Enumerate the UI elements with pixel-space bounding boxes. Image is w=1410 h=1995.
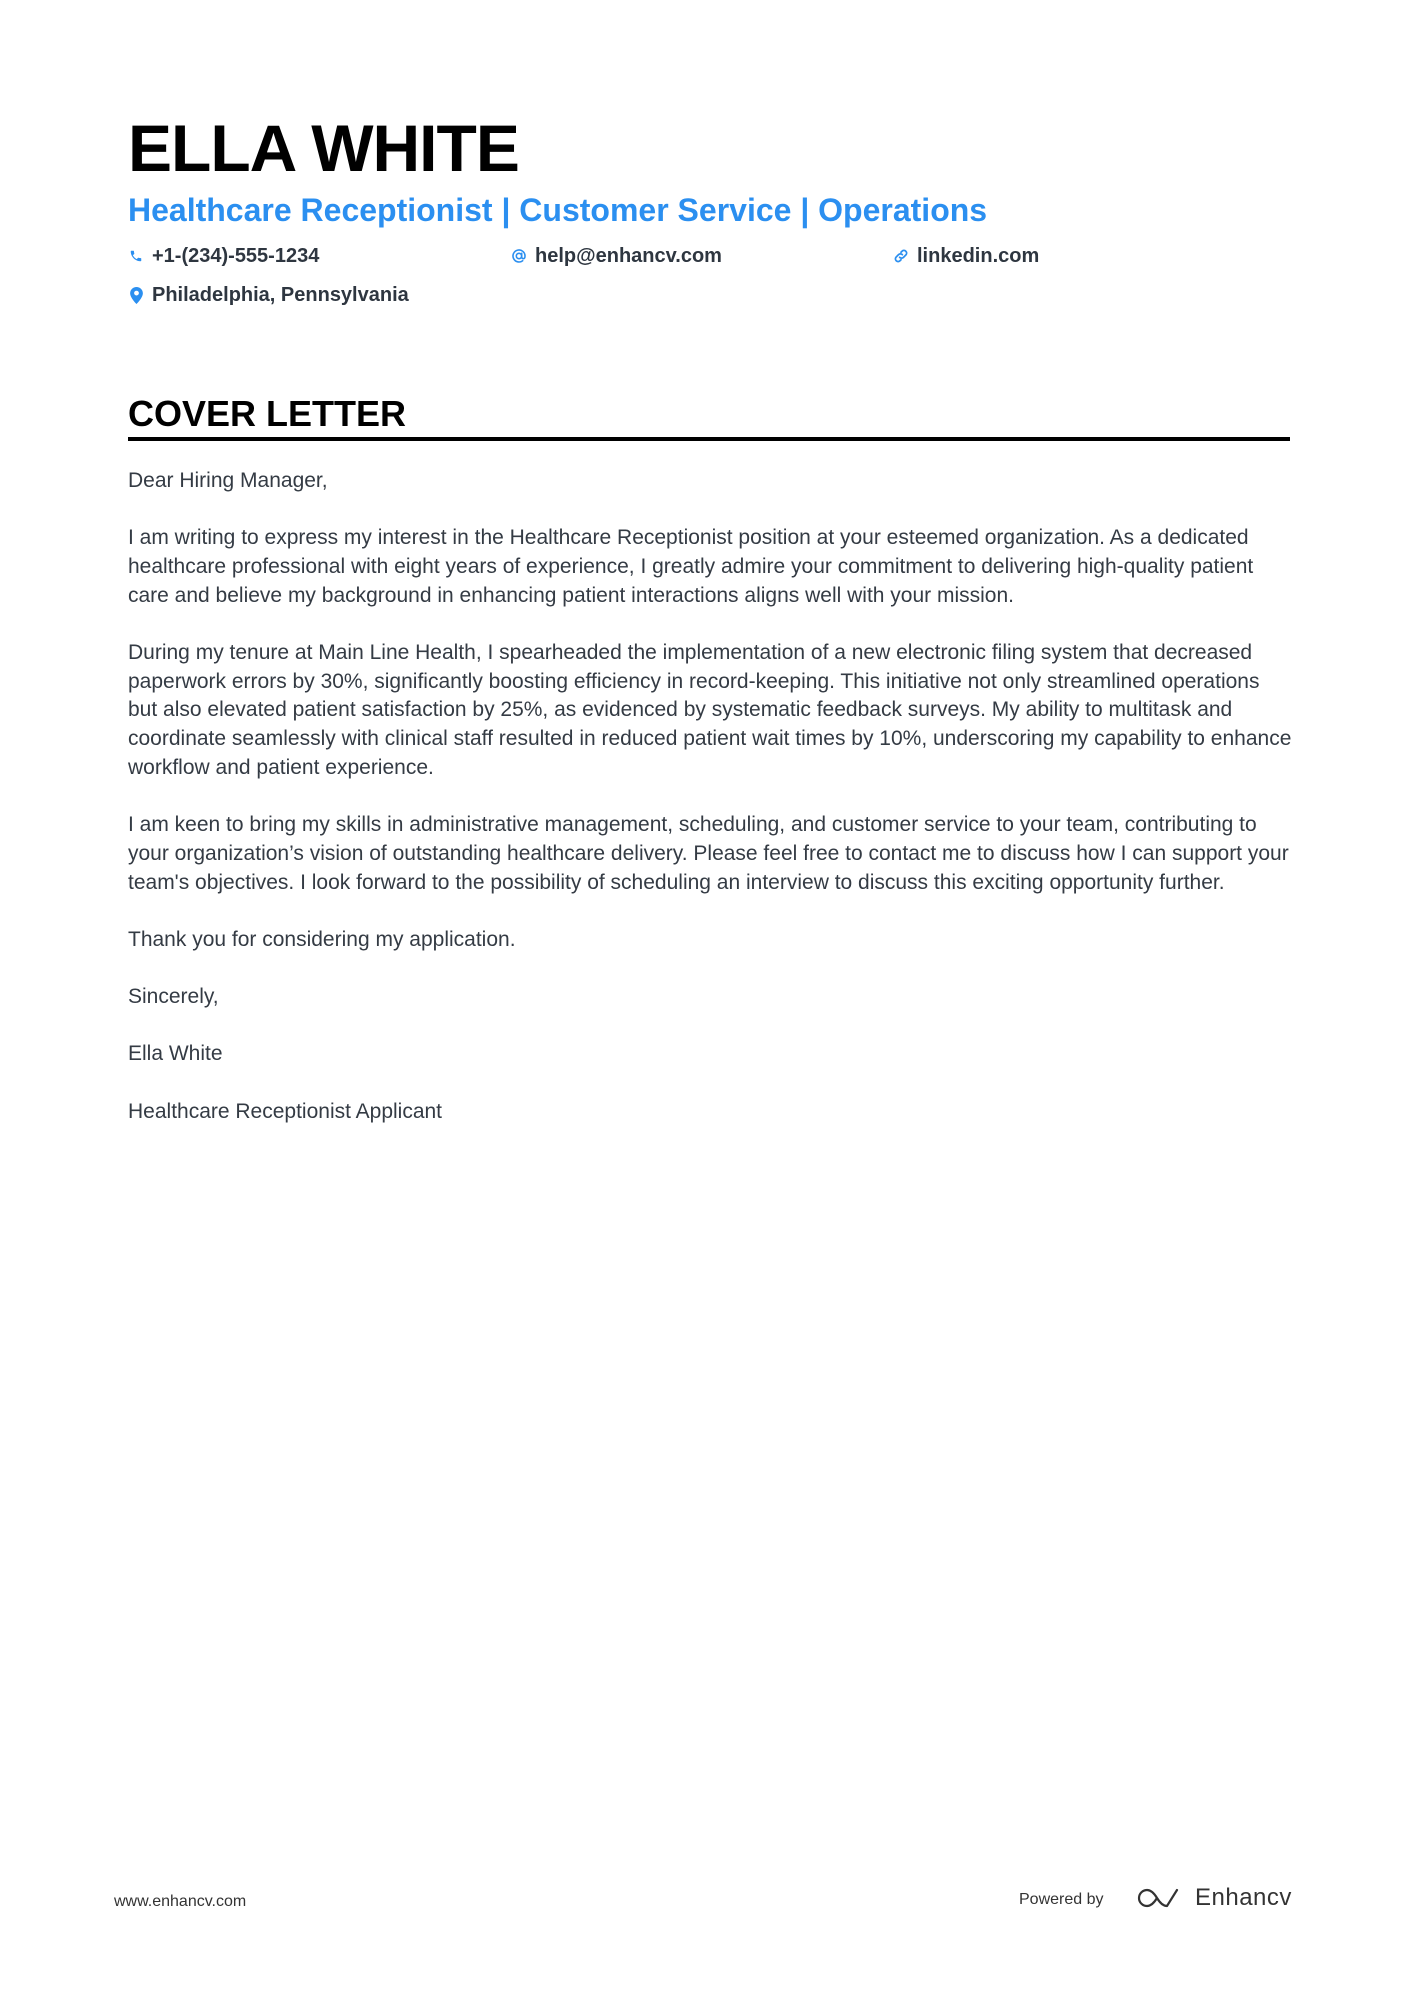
contact-link-text[interactable]: linkedin.com: [917, 245, 1040, 267]
letter-paragraph: I am keen to bring my skills in administrative management, scheduling, and customer service to your team, contributing to your organization’s vision of outstanding healthcare delivery. Please feel free to contact me to discuss how I can support your team's objectives. I look forward to the possibility of scheduling an interview to discuss this exciting opportunity further.: [128, 813, 1289, 894]
contact-location-text: Philadelphia, Pennsylvania: [152, 284, 409, 306]
brand-name: Enhancv: [1195, 1884, 1292, 1911]
contact-link[interactable]: [893, 243, 1039, 269]
phone-icon: [128, 247, 144, 265]
section-divider: [128, 437, 1290, 441]
section-title: COVER LETTER: [128, 393, 407, 434]
contact-email[interactable]: [511, 243, 722, 269]
letter-paragraph: During my tenure at Main Line Health, I spearheaded the implementation of a new electronic filing system that decreased paperwork errors by 30%, significantly boosting efficiency in record-keeping. This initiative not only streamlined operations but also elevated patient satisfaction by 25%, as evidenced by systematic feedback surveys. My ability to multitask and coordinate seamlessly with clinical staff resulted in reduced patient wait times by 10%, underscoring my capability to enhance workflow and patient experience.: [128, 641, 1292, 779]
letter-signature-name: Ella White: [128, 1042, 223, 1066]
at-icon: [511, 247, 527, 265]
powered-by-label: Powered by: [1019, 1891, 1104, 1908]
candidate-headline: Healthcare Receptionist | Customer Service | Operations: [128, 192, 988, 228]
contact-phone-text: +1-(234)-555-1234: [152, 245, 320, 267]
letter-closing: Sincerely,: [128, 985, 219, 1009]
link-icon: [893, 247, 909, 265]
candidate-name: ELLA WHITE: [128, 111, 519, 185]
contact-email-text[interactable]: help@enhancv.com: [535, 245, 722, 267]
letter-thanks: Thank you for considering my application.: [128, 927, 516, 951]
letter-signature-title: Healthcare Receptionist Applicant: [128, 1099, 443, 1123]
enhancv-logo-icon: [1137, 1885, 1185, 1911]
contact-phone: [128, 243, 319, 269]
brand-logo: [1137, 1884, 1292, 1912]
letter-body: [128, 467, 1293, 1155]
letter-greeting: Dear Hiring Manager,: [128, 469, 328, 492]
contact-location: [128, 282, 409, 308]
footer-url[interactable]: www.enhancv.com: [114, 1893, 247, 1910]
letter-paragraph: I am writing to express my interest in the Healthcare Receptionist position at your esteemed organization. As a dedicated healthcare professional with eight years of experience, I greatly admire your commitment to delivering high-quality patient care and believe my background in enhancing patient interactions aligns well with your mission.: [128, 526, 1254, 607]
location-pin-icon: [128, 286, 144, 304]
